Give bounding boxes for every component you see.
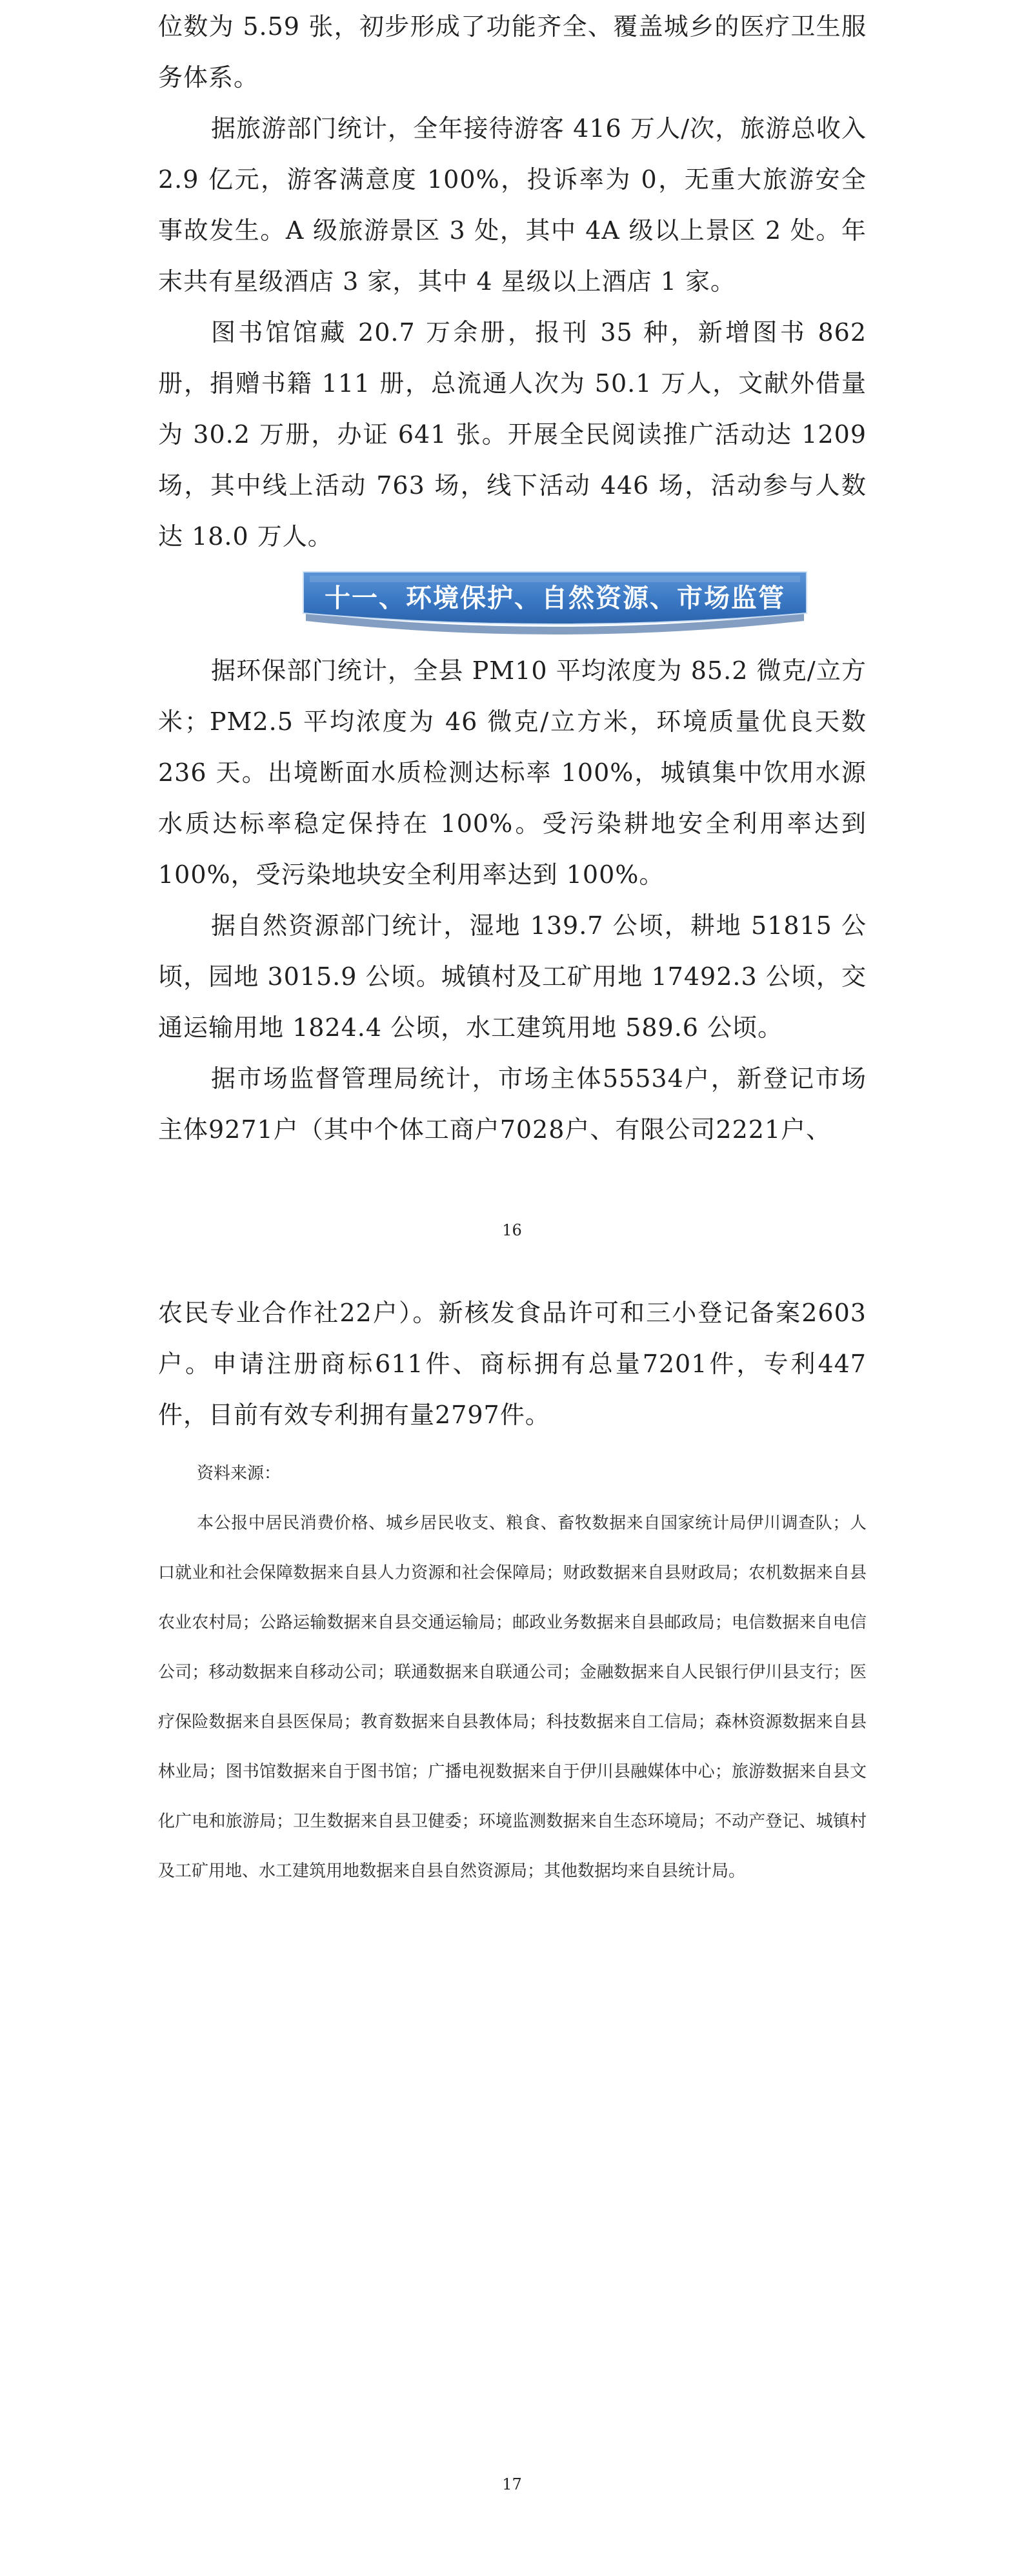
sources-title: 资料来源：: [197, 1464, 281, 1483]
page-17: [0, 1288, 1024, 2576]
page-number: 17: [502, 2475, 522, 2493]
paragraph-tourism: 据旅游部门统计，全年接待游客 416 万人/次，旅游总收入 2.9 亿元，游客满意度 100%，投诉率为 0，无重大旅游安全事故发生。A 级旅游景区 3 处，其中 4A 级以上景区 2 处。年末共有星级酒店 3 家，其中 4 星级以上酒店 1 家。: [158, 114, 867, 296]
text-block-top: [158, 1, 867, 562]
paragraph-medical-continuation: 位数为 5.59 张，初步形成了功能齐全、覆盖城乡的医疗卫生服务体系。: [158, 12, 867, 92]
text-block-after-header: [158, 645, 867, 1155]
section-header-ribbon: [297, 568, 813, 639]
sources-body: 本公报中居民消费价格、城乡居民收支、粮食、畜牧数据来自国家统计局伊川调查队；人口就业和社会保障数据来自县人力资源和社会保障局；财政数据来自县财政局；农机数据来自县农业农村局；公路运输数据来自县交通运输局；邮政业务数据来自县邮政局；电信数据来自电信公司；移动数据来自移动公司；联通数据来自联通公司；金融数据来自人民银行伊川县支行；医疗保险数据来自县医保局；教育数据来自县教体局；科技数据来自工信局；森林资源数据来自县林业局；图书馆数据来自于图书馆；广播电视数据来自于伊川县融媒体中心；旅游数据来自县文化广电和旅游局；卫生数据来自县卫健委；环境监测数据来自生态环境局；不动产登记、城镇村及工矿用地、水工建筑用地数据来自县自然资源局；其他数据均来自县统计局。: [158, 1514, 867, 1881]
page-number: 16: [502, 1221, 522, 1239]
section-title: 十一、环境保护、自然资源、市场监管: [325, 583, 785, 613]
sources-section: [158, 1449, 867, 1896]
text-block-continuation: [158, 1288, 867, 1441]
paragraph-market-continuation: 农民专业合作社22户）。新核发食品许可和三小登记备案2603户。申请注册商标611件、商标拥有总量7201件，专利447件，目前有效专利拥有量2797件。: [158, 1299, 867, 1429]
paragraph-market-supervision: 据市场监督管理局统计，市场主体55534户，新登记市场主体9271户（其中个体工商户7028户、有限公司2221户、: [158, 1064, 867, 1144]
paragraph-natural-resources: 据自然资源部门统计，湿地 139.7 公顷，耕地 51815 公顷，园地 3015.9 公顷。城镇村及工矿用地 17492.3 公顷，交通运输用地 1824.4 公顷，水工建筑用地 589.6 公顷。: [158, 911, 867, 1042]
paragraph-environment: 据环保部门统计，全县 PM10 平均浓度为 85.2 微克/立方米；PM2.5 平均浓度为 46 微克/立方米，环境质量优良天数 236 天。出境断面水质检测达标率 100%，城镇集中饮用水源水质达标率稳定保持在 100%。受污染耕地安全利用率达到 100%，受污染地块安全利用率达到 100%。: [158, 656, 867, 889]
paragraph-library: 图书馆馆藏 20.7 万余册，报刊 35 种，新增图书 862 册，捐赠书籍 111 册，总流通人次为 50.1 万人，文献外借量为 30.2 万册，办证 641 张。开展全民阅读推广活动达 1209 场，其中线上活动 763 场，线下活动 446 场，活动参与人数达 18.0 万人。: [158, 318, 867, 551]
